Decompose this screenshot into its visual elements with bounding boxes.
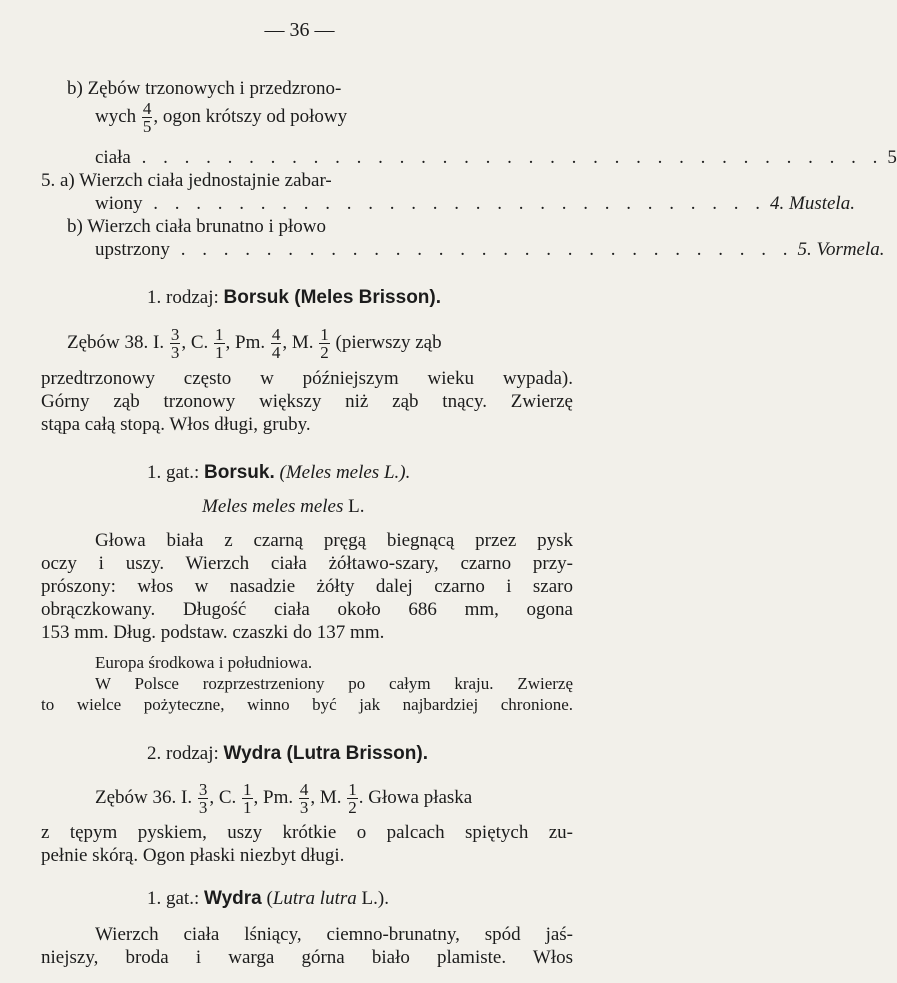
teeth-fraction: $\frac{4}{5}$ bbox=[142, 99, 152, 136]
species2-heading: 1. gat.: Wydra (Lutra lutra L.). bbox=[147, 888, 389, 909]
key-b1-text: wych bbox=[95, 105, 137, 127]
species1-p2: oczy i uszy. Wierzch ciała żółtawo-szary, czarno przy- bbox=[41, 553, 573, 574]
species2-p2: niejszy, broda i warga górna biało plamiste. Włos bbox=[41, 947, 573, 968]
key-b5-line1: b) Wierzch ciała brunatno i płowo bbox=[67, 216, 326, 237]
page-number: — 36 — bbox=[264, 19, 335, 41]
species1-p5: 153 mm. Dług. podstaw. czaszki do 137 mm. bbox=[41, 622, 385, 643]
genus1-line4: stąpa całą stopą. Włos długi, gruby. bbox=[41, 414, 311, 435]
species1-heading: 1. gat.: Borsuk. (Meles meles L.). bbox=[147, 462, 411, 483]
key-b5-line2: upstrzony . . . . . . . . . . . . . . . . . . . . . . . . . . . . . 5. Vormela. bbox=[95, 239, 885, 260]
key-b1-line1: b) Zębów trzonowych i przedzrono- bbox=[67, 78, 342, 99]
genus2-line3: pełnie skórą. Ogon płaski niezbyt długi. bbox=[41, 845, 345, 866]
key-a5-line1: 5. a) Wierzch ciała jednostajnie zabar- bbox=[41, 170, 332, 191]
species2-p1: Wierzch ciała lśniący, ciemno-brunatny, spód jaś- bbox=[95, 924, 573, 945]
key-a5-line2: wiony . . . . . . . . . . . . . . . . . . . . . . . . . . . . . 4. Mustela. bbox=[95, 193, 855, 214]
genus2-heading: 2. rodzaj: Wydra (Lutra Brisson). bbox=[147, 743, 428, 764]
genus1-line3: Górny ząb trzonowy większy niż ząb tnący. Zwierzę bbox=[41, 391, 573, 412]
species1-subheading: Meles meles meles L. bbox=[202, 496, 365, 517]
genus1-teeth-formula: Zębów 38. I. $\frac{3}{3}$ , C. $\frac{1}{1}$ , Pm. $\frac{4}{4}$ , M. $\frac{1}{2}$ (pierwszy ząb bbox=[67, 325, 442, 362]
species1-s1: Europa środkowa i południowa. bbox=[95, 653, 313, 672]
species1-s3: to wielce pożyteczne, winno być jak najbardziej chronione. bbox=[41, 695, 573, 714]
key-b1-line2 bbox=[95, 100, 347, 135]
species1-p3: prószony: włos w nasadzie żółty dalej czarno i szaro bbox=[41, 576, 573, 597]
genus1-heading: 1. rodzaj: Borsuk (Meles Brisson). bbox=[147, 287, 442, 308]
key-b1-text-post: , ogon krótszy od połowy bbox=[153, 105, 348, 127]
species1-s2: W Polsce rozprzestrzeniony po całym kraju. Zwierzę bbox=[95, 674, 573, 693]
genus1-line2: przedtrzonowy często w późniejszym wieku wypada). bbox=[41, 368, 573, 389]
species1-p1: Głowa biała z czarną pręgą biegnącą przez pysk bbox=[95, 530, 573, 551]
genus2-teeth-formula: Zębów 36. I. $\frac{3}{3}$ , C. $\frac{1}{1}$ , Pm. $\frac{4}{3}$ , M. $\frac{1}{2}$ . Głowa płaska bbox=[95, 780, 473, 817]
key-b1-line3: ciała . . . . . . . . . . . . . . . . . . . . . . . . . . . . . . . . . . . 5 bbox=[95, 147, 897, 168]
species1-p4: obrączkowany. Długość ciała około 686 mm, ogona bbox=[41, 599, 573, 620]
genus2-line2: z tępym pyskiem, uszy krótkie o palcach spiętych zu- bbox=[41, 822, 573, 843]
